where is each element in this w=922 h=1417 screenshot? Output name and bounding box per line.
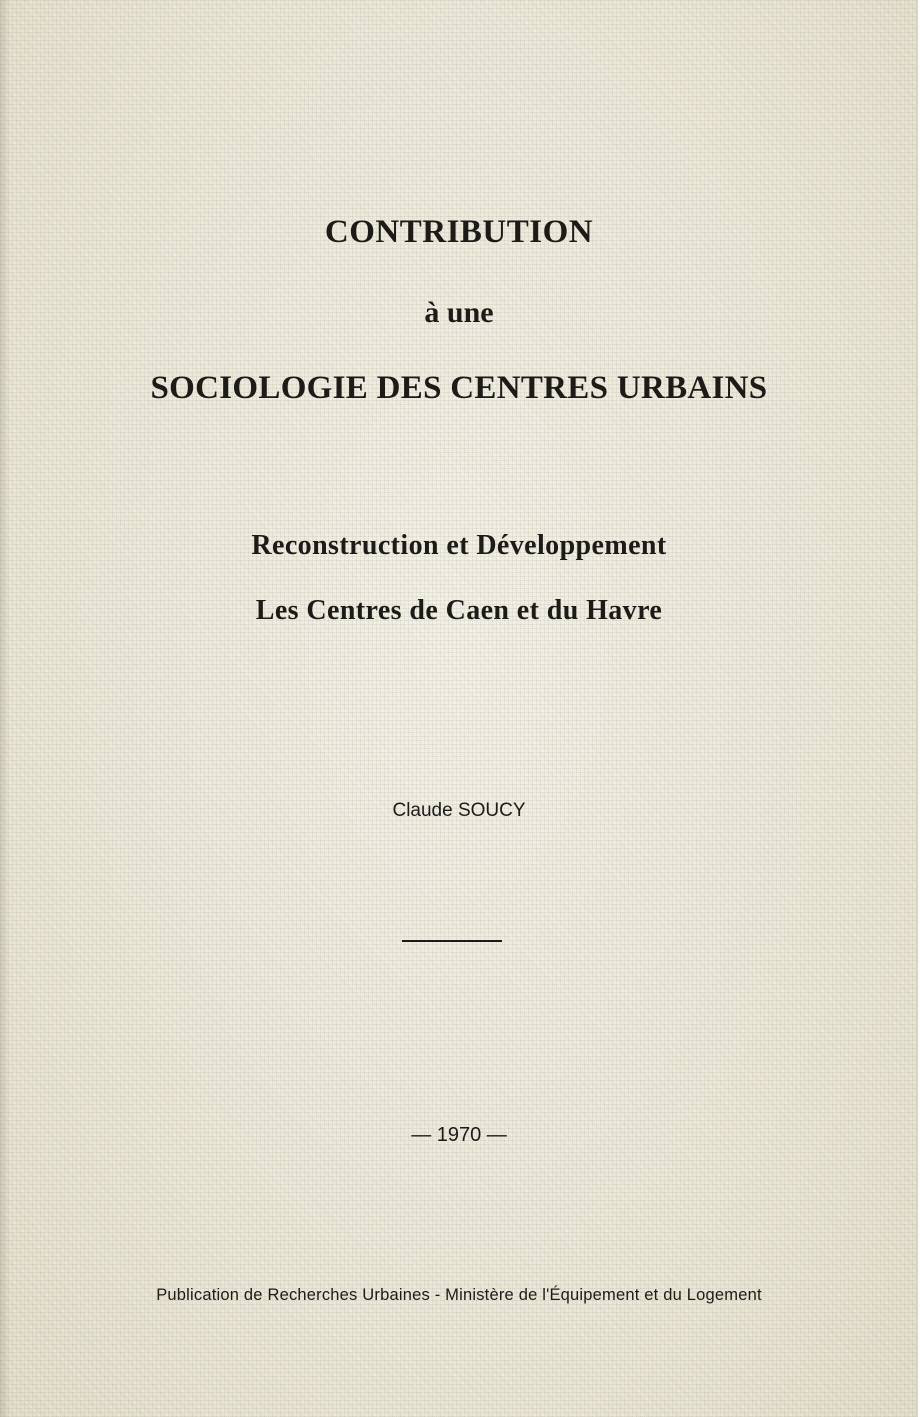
author-name: Claude SOUCY — [392, 800, 526, 821]
title-main: CONTRIBUTION — [324, 214, 594, 250]
title-subject: SOCIOLOGIE DES CENTRES URBAINS — [150, 370, 768, 406]
publication-year: — 1970 — — [411, 1124, 507, 1146]
publisher-line: Publication de Recherches Urbaines - Ministère de l'Équipement et du Logement — [156, 1286, 762, 1304]
divider-rule — [402, 940, 502, 942]
page-edge-shadow — [0, 0, 10, 1417]
subtitle-line-1: Reconstruction et Développement — [251, 530, 667, 561]
title-connector: à une — [424, 296, 494, 329]
subtitle-line-2: Les Centres de Caen et du Havre — [255, 595, 663, 626]
